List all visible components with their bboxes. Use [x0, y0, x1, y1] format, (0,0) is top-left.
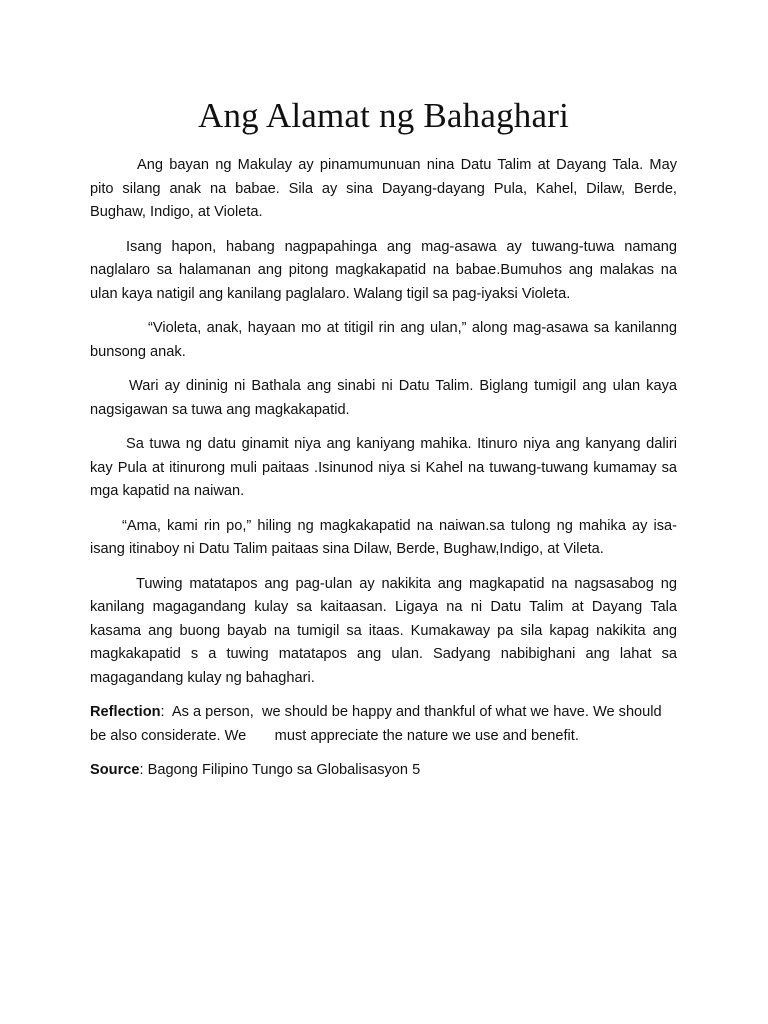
source-note: [90, 759, 677, 783]
paragraph-4: Wari ay dininig ni Bathala ang sinabi ni Datu Talim. Biglang tumigil ang ulan kaya nagsigawan sa tuwa ang magkakapatid.: [90, 378, 677, 418]
reflection-note: [90, 701, 677, 748]
paragraph-3: “Violeta, anak, hayaan mo at titigil rin ang ulan,” along mag-asawa sa kanilanng bunsong anak.: [90, 320, 677, 360]
document-page: [90, 92, 677, 794]
paragraph-2: Isang hapon, habang nagpapahinga ang mag-asawa ay tuwang-tuwa namang naglalaro sa halamanan ang pitong magkakapatid na babae.Bumuhos ang malakas na ulan kaya natigil ang kanilang paglalaro. Walang tigil sa pag-iyaksi Violeta.: [90, 238, 677, 302]
paragraph-5: Sa tuwa ng datu ginamit niya ang kaniyang mahika. Itinuro niya ang kanyang daliri kay Pula at itinurong muli paitaas .Isinunod niya si Kahel na tuwang-tuwang kumamay sa mga kapatid na naiwan.: [90, 436, 677, 499]
source-text: : Bagong Filipino Tungo sa Globalisasyon 5: [139, 762, 421, 778]
paragraph-7: Tuwing matatapos ang pag-ulan ay nakikita ang magkapatid na nagsasabog ng kanilang magagandang kulay sa kaitaasan. Ligaya na ni Datu Talim at Dayang Tala kasama ang buong bayab na tumigil sa itaas. Kumakaway pa sila kapag nakikita ang magkakapatid s a tuwing matatapos ang ulan. Sadyang nabibighani ang lahat sa magagandang kulay ng bahaghari.: [90, 575, 677, 686]
source-label: Source: [90, 762, 140, 778]
reflection-text: : As a person, we should be happy and thankful of what we have. We should be also considerate. We must appreciate the nature we use and benefit.: [90, 704, 666, 744]
document-title: Ang Alamat ng Bahaghari: [197, 96, 570, 135]
reflection-label: Reflection: [90, 704, 161, 720]
paragraph-6: “Ama, kami rin po,” hiling ng magkakapatid na naiwan.sa tulong ng mahika ay isa-isang itinaboy ni Datu Talim paitaas sina Dilaw, Berde, Bughaw,Indigo, at Vileta.: [90, 517, 677, 557]
paragraph-1: Ang bayan ng Makulay ay pinamumunuan nina Datu Talim at Dayang Tala. May pito silang anak na babae. Sila ay sina Dayang-dayang Pula, Kahel, Dilaw, Berde, Bughaw, Indigo, at Violeta.: [90, 157, 677, 220]
